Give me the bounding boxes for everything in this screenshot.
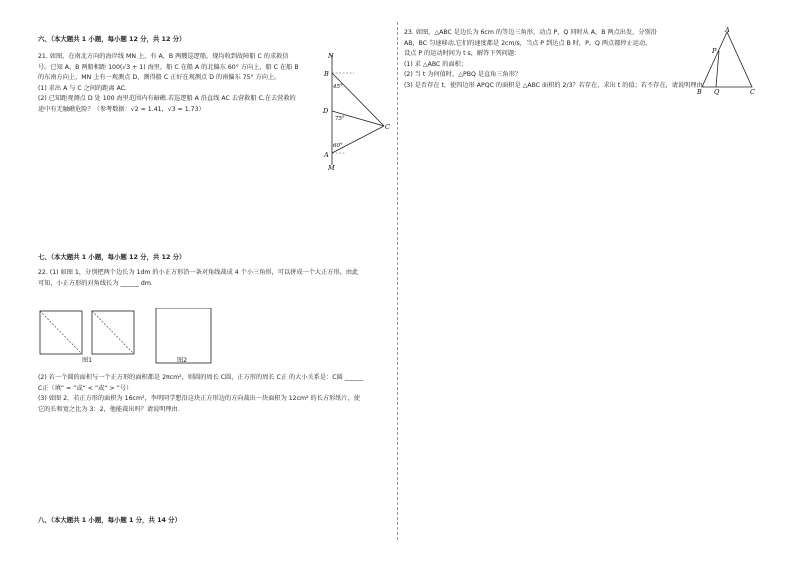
label-b: B <box>697 88 702 96</box>
diagonal-2 <box>92 311 134 354</box>
q22-line: 22. (1) 如图 1，分别把两个边长为 1dm 的小正方形沿一条对角线裁成 4 个小三角形，可以拼成一个大正方形，由此 <box>38 269 359 276</box>
angle-b-label: 45° <box>333 84 343 90</box>
label-q: Q <box>714 88 720 96</box>
angle-a-label: 60° <box>333 143 343 149</box>
question-21-text <box>38 52 299 115</box>
question-22-text-2 <box>38 373 363 415</box>
column-divider <box>397 22 398 540</box>
label-d: D <box>323 107 329 115</box>
q23-line: 设点 P 的运动时间为 t s，解答下列问题： <box>404 50 521 57</box>
q23-line: AB，BC 匀速移动,它们的速度都是 2cm/s，当点 P 到达点 B 时，P，Q 两点都停止运动， <box>404 39 652 47</box>
q23-line: (2) 当 t 为何值时，△PBQ 是直角三角形？ <box>404 71 522 78</box>
q22-line: (3) 如图 2，若正方形的面积为 16cm²，李明同学想沿这块正方形边的方向裁出一块面积为 12cm² 的长方形纸片，使 <box>38 395 360 402</box>
segment-pq <box>716 51 719 87</box>
q21-line: (2) 已知距观测点 D 处 100 海里范围内有暗礁.若巡逻船 A 沿直线 AC 去营救船 C,在去营救的 <box>38 95 296 102</box>
label-a: A <box>725 26 730 34</box>
figure-21 <box>318 48 394 174</box>
q22-line: 可知，小正方形的对角线长为 ______ dm． <box>38 279 158 287</box>
diagonal-1 <box>40 311 82 354</box>
angle-d-label: 75° <box>335 116 345 122</box>
small-square-1 <box>40 311 82 354</box>
q22-line: (2) 若一个圆的面积与一个正方形的面积都是 2πcm²，则圆的周长 C圆，正方形的周长 C正 的大小关系是：C圆 ______ <box>38 374 364 381</box>
q21-line: 途中有无触礁危险？（参考数据：√2 ≈ 1.41，√3 ≈ 1.73） <box>38 105 205 113</box>
label-a: A <box>324 151 329 159</box>
label-c: C <box>750 88 755 96</box>
label-c: C <box>385 123 390 131</box>
q21-line: (1) 求出 A 与 C 之间的距离 AC． <box>38 84 132 92</box>
q21-line: 21. 如图，在南北方向的海岸线 MN 上，有 A，B 两艘巡逻船，现均收到故障船 C 的求救信 <box>38 53 289 60</box>
q22-line: C正（填“ = ”或“ < ”或“ > ”号） <box>38 384 133 392</box>
question-22-text <box>38 268 358 289</box>
section-6-header: 六、（本大题共 1 小题，每小题 12 分，共 12 分） <box>38 35 186 43</box>
figure-23 <box>692 26 762 96</box>
question-23-text <box>404 28 709 91</box>
figure-2-caption: 图2 <box>177 357 188 364</box>
q23-line: (1) 求 △ABC 的面积； <box>404 60 468 68</box>
figure-1-caption: 图1 <box>82 357 93 364</box>
q22-line: 它的长和宽之比为 3：2，他能裁出吗？请说明理由． <box>38 405 184 413</box>
section-8-header: 八、（本大题共 1 小题，每小题 1 分，共 14 分） <box>38 516 181 524</box>
figures-22 <box>38 308 218 366</box>
q23-line: 23. 如图，△ABC 是边长为 6cm 的等边三角形，动点 P，Q 同时从 A，B 两点出发，分别沿 <box>404 29 657 36</box>
triangle-abc <box>702 32 752 87</box>
label-p: P <box>712 47 717 55</box>
big-square <box>156 308 211 363</box>
label-n: N <box>328 52 334 60</box>
label-b: B <box>324 70 329 78</box>
q23-line: (3) 是否存在 t，使四边形 APQC 的面积是 △ABC 面积的 2/3？若存在，求出 t 的值；若不存在，请说明理由． <box>404 81 709 89</box>
small-square-2 <box>92 311 134 354</box>
label-m: M <box>328 164 335 172</box>
q21-line: 的东南方向上，MN 上有一观测点 D，测得船 C 正好在观测点 D 的南偏东 75° 方向上。 <box>38 74 281 81</box>
section-7-header: 七、（本大题共 1 小题，每小题 12 分，共 12 分） <box>38 253 186 261</box>
q21-line: 号。已知 A，B 两船相距 100(√3 + 1) 海里，船 C 在船 A 的北偏东 60° 方向上，船 C 在船 B <box>38 63 299 71</box>
